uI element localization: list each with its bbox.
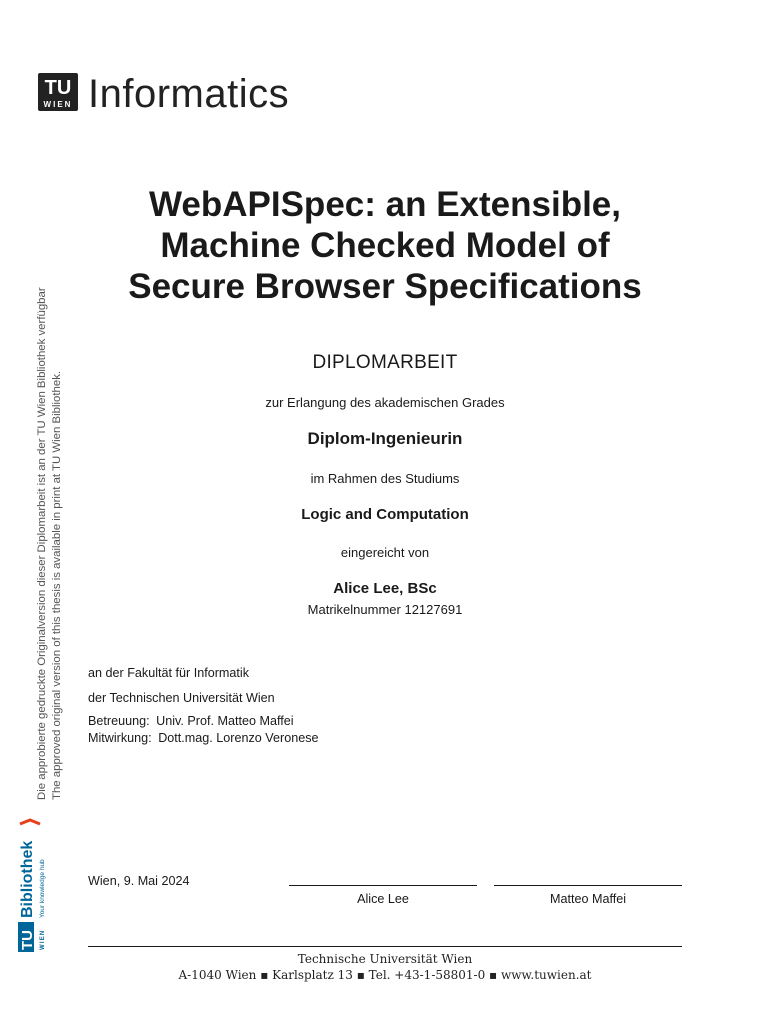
bib-chevron-icon (20, 820, 40, 824)
bib-wien-letters: WIEN (40, 929, 46, 950)
supervisor-row (88, 713, 294, 729)
document-type: DIPLOMARBEIT (312, 352, 458, 373)
supervisor-label: Betreuung: (88, 714, 150, 728)
footer-divider (88, 946, 682, 947)
author-signature-line (289, 885, 477, 886)
author-name: Alice Lee, BSc (333, 580, 437, 597)
supervisor-name: Univ. Prof. Matteo Maffei (156, 714, 294, 728)
faculty-wordmark: Informatics (88, 72, 290, 116)
supervisor-signature-name: Matteo Maffei (549, 892, 627, 906)
study-intro: im Rahmen des Studiums (310, 471, 460, 486)
title-line-3: Secure Browser Specifications (128, 267, 642, 306)
tu-wien-logo (38, 73, 78, 111)
cosupervisor-row (88, 730, 319, 746)
bibliothek-logo (16, 818, 48, 954)
degree: Diplom-Ingenieurin (307, 429, 463, 448)
bib-tu-letters: TU (19, 930, 36, 950)
faculty-line-2: der Technischen Universität Wien (88, 691, 275, 705)
bib-tagline: Your knowledge hub (39, 859, 46, 918)
faculty-line-1: an der Fakultät für Informatik (88, 666, 249, 680)
matriculation-number: Matrikelnummer 12127691 (307, 602, 463, 617)
tu-logo-wien: WIEN (43, 100, 73, 109)
title-line-1: WebAPISpec: an Extensible, (149, 185, 621, 224)
footer-address: A-1040 Wien ▪ Karlsplatz 13 ▪ Tel. +43-1-58801-0 ▪ www.tuwien.at (178, 968, 592, 982)
bib-name: Bibliothek (19, 840, 36, 918)
submitted-by: eingereicht von (340, 545, 430, 560)
side-notice (16, 287, 63, 805)
author-signature-name: Alice Lee (357, 892, 409, 906)
side-notice-german: Die approbierte gedruckte Originalversion dieser Diplomarbeit ist an der TU Wien Bibliothek verfügbar (36, 287, 48, 800)
title-line-2: Machine Checked Model of (160, 226, 610, 265)
supervisor-signature-line (494, 885, 682, 886)
cosupervisor-label: Mitwirkung: (88, 731, 152, 745)
thesis-title (85, 184, 685, 307)
degree-intro: zur Erlangung des akademischen Grades (265, 395, 505, 410)
side-notice-english: The approved original version of this thesis is available in print at TU Wien Bibliothek. (51, 370, 63, 800)
study-programme: Logic and Computation (301, 506, 469, 523)
place-date: Wien, 9. Mai 2024 (88, 874, 190, 888)
cosupervisor-name: Dott.mag. Lorenzo Veronese (158, 731, 319, 745)
tu-logo-letters: TU (44, 77, 72, 99)
footer-institution: Technische Universität Wien (297, 952, 473, 966)
